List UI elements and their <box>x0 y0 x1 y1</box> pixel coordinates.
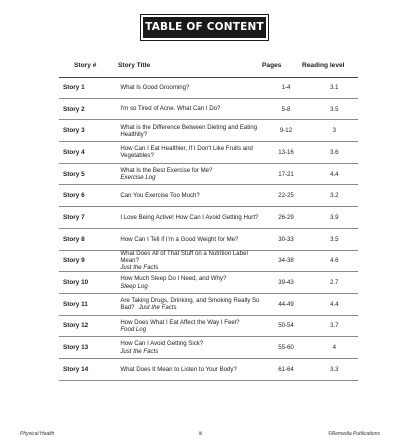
column-header-pages: Pages <box>262 62 282 69</box>
story-pages: 17-21 <box>278 170 294 178</box>
story-title-cell <box>110 105 261 112</box>
story-title-cell <box>110 236 261 243</box>
story-reading-level: 3.2 <box>330 192 339 200</box>
story-reading-level: 4 <box>332 344 337 352</box>
story-pages: 1-4 <box>281 84 291 92</box>
story-reading-level: 3 <box>332 127 337 135</box>
contents-table <box>59 77 358 381</box>
story-supplement: Just the Facts <box>138 304 177 312</box>
column-header-story-number: Story # <box>74 62 97 69</box>
story-number: Story 2 <box>63 105 85 113</box>
story-pages: 55-60 <box>278 344 294 352</box>
table-row <box>59 120 358 142</box>
story-title: Are Taking Drugs, Drinking, and Smoking Really So Bad? <box>120 297 260 312</box>
story-pages: 9-12 <box>279 127 293 135</box>
story-reading-level: 3.9 <box>330 213 339 221</box>
page-title: TABLE OF CONTENT <box>143 17 266 38</box>
table-row <box>59 164 358 186</box>
table-row <box>59 229 358 251</box>
story-reading-level: 3.5 <box>330 235 339 243</box>
story-title: What Does It Mean to Listen to Your Body? <box>120 365 237 373</box>
table-row <box>59 294 358 316</box>
story-number: Story 10 <box>63 279 89 287</box>
table-row <box>59 316 358 338</box>
table-row <box>59 337 358 359</box>
story-title: How Can I Eat Healthier, If I Don't Like Fruits and Vegetables? <box>120 145 253 160</box>
table-row <box>59 99 358 121</box>
story-number: Story 9 <box>63 257 85 265</box>
story-number: Story 8 <box>63 235 85 243</box>
story-title: I'm so Tired of Acne. What Can I Do? <box>120 105 221 113</box>
story-title-cell <box>110 250 261 272</box>
story-reading-level: 4.6 <box>330 257 339 265</box>
story-reading-level: 2.7 <box>330 279 339 287</box>
story-title: What is the Difference Between Dieting and Eating Healthily? <box>120 123 258 138</box>
table-row <box>59 142 358 164</box>
story-supplement: Sleep Log <box>120 282 148 290</box>
story-pages: 39-43 <box>278 279 294 287</box>
story-title-cell <box>110 167 261 181</box>
story-title-cell <box>110 366 261 373</box>
story-pages: 30-33 <box>278 235 294 243</box>
story-pages: 13-16 <box>278 148 294 156</box>
story-title-cell <box>110 84 261 91</box>
story-reading-level: 3.6 <box>330 148 339 156</box>
story-reading-level: 3.7 <box>330 322 339 330</box>
story-reading-level: 4.4 <box>330 300 339 308</box>
story-number: Story 12 <box>63 322 89 330</box>
story-supplement: Just the Facts <box>120 347 159 355</box>
story-number: Story 14 <box>63 365 89 373</box>
story-title-cell <box>110 145 261 159</box>
story-title: Can You Exercise Too Much? <box>120 192 200 200</box>
story-title-cell <box>110 275 261 289</box>
story-number: Story 6 <box>63 192 85 200</box>
story-title-cell <box>110 319 261 333</box>
story-title: What Is Good Grooming? <box>120 84 190 92</box>
story-pages: 22-25 <box>278 192 294 200</box>
story-reading-level: 4.4 <box>330 170 339 178</box>
story-title-cell <box>110 192 261 199</box>
story-reading-level: 3.5 <box>330 105 339 113</box>
story-reading-level: 3.1 <box>330 84 339 92</box>
story-number: Story 4 <box>63 148 85 156</box>
story-number: Story 5 <box>63 170 85 178</box>
story-title: I Love Being Active! How Can I Avoid Getting Hurt? <box>120 213 259 221</box>
table-row <box>59 185 358 207</box>
story-pages: 61-64 <box>278 365 294 373</box>
story-number: Story 7 <box>63 213 85 221</box>
story-title: What Does All of That Stuff on a Nutrition Label Mean? <box>120 250 248 265</box>
column-header-reading-level: Reading level <box>302 62 345 69</box>
story-title: How Can I Avoid Getting Sick? <box>120 340 204 348</box>
story-title-cell <box>110 297 261 311</box>
story-supplement: Exercise Log <box>120 174 156 182</box>
story-title: How Does What I Eat Affect the Way I Feel? <box>120 318 240 326</box>
story-pages: 44-49 <box>278 300 294 308</box>
story-number: Story 11 <box>63 300 88 308</box>
table-row <box>59 207 358 229</box>
story-number: Story 1 <box>63 84 85 92</box>
table-row <box>59 77 358 99</box>
story-pages: 50-54 <box>278 322 294 330</box>
story-supplement: Food Log <box>120 325 147 333</box>
story-title-cell <box>110 214 261 221</box>
footer-book-title: Physical Health <box>20 431 55 437</box>
story-reading-level: 3.3 <box>330 365 339 373</box>
story-supplement: Just the Facts <box>120 264 159 272</box>
story-pages: 5-8 <box>281 105 291 113</box>
story-title: How Can I Tell if I'm a Good Weight for Me? <box>120 235 239 243</box>
story-number: Story 3 <box>63 127 85 135</box>
story-title-cell <box>110 124 261 138</box>
story-title: How Much Sleep Do I Need, and Why? <box>120 275 227 283</box>
story-pages: 34-38 <box>278 257 294 265</box>
story-title-cell <box>110 340 261 354</box>
story-pages: 26-29 <box>278 213 294 221</box>
table-row <box>59 272 358 294</box>
column-header-story-title: Story Title <box>118 62 151 69</box>
story-number: Story 13 <box>63 344 89 352</box>
footer-page-number: iii <box>199 431 203 437</box>
story-title: What Is the Best Exercise for Me? <box>120 166 213 174</box>
table-row <box>59 251 358 273</box>
footer-publisher: ©Remedia Publications <box>327 431 380 437</box>
table-row <box>59 359 358 381</box>
